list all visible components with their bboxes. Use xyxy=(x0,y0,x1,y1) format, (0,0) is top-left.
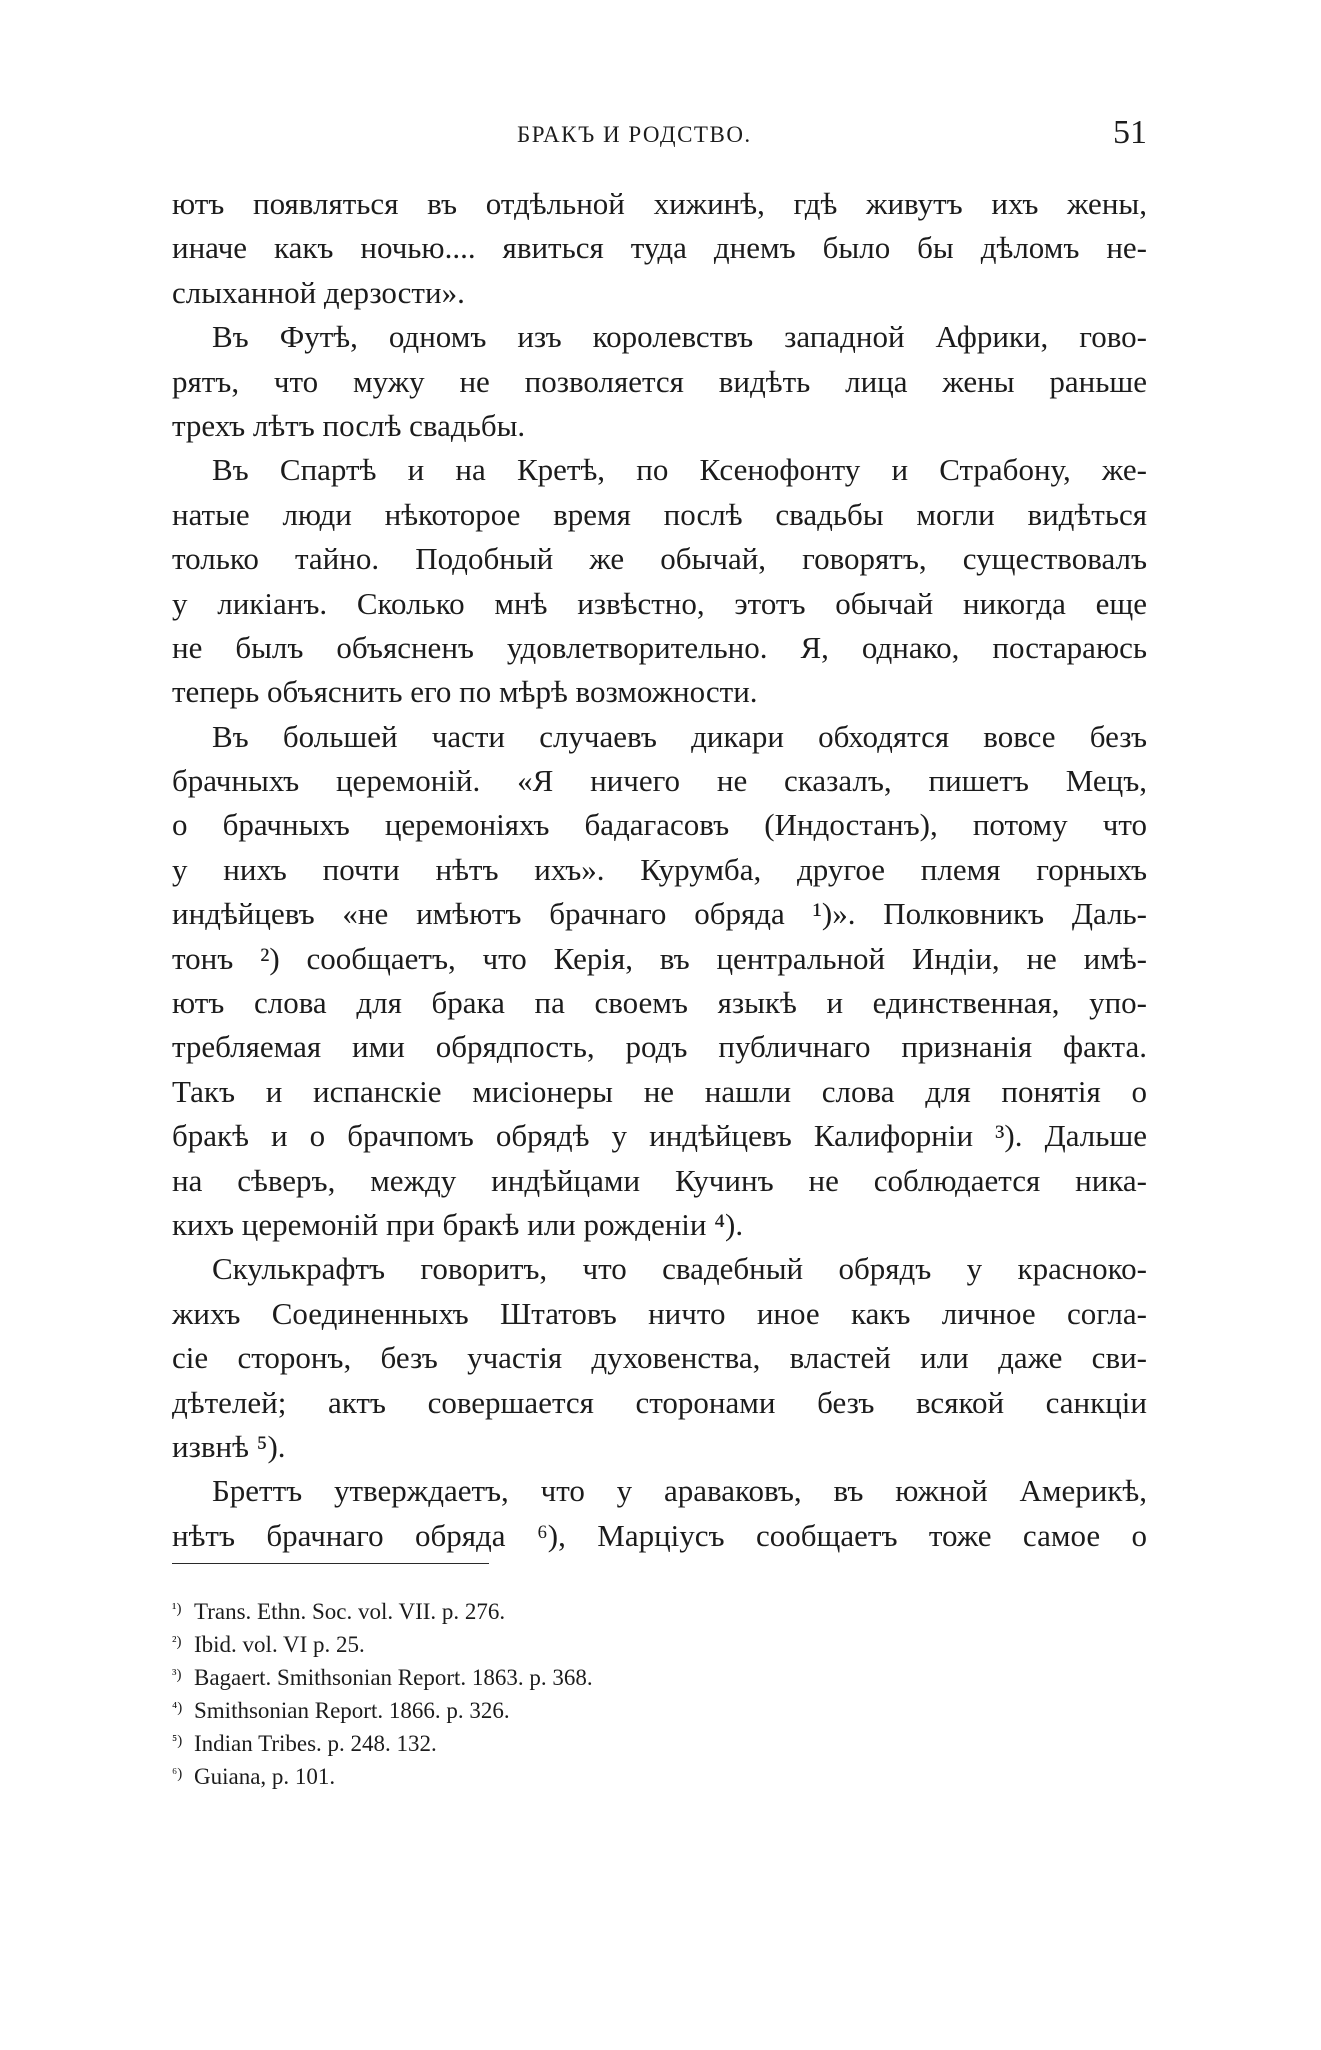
text-line: на сѣверъ, между индѣйцами Кучинъ не соблюдается ника- xyxy=(172,1162,1147,1198)
text-line: жихъ Соединенныхъ Штатовъ ничто иное какъ личное согла- xyxy=(172,1295,1147,1331)
text-line: рятъ, что мужу не позволяется видѣть лица жены раньше xyxy=(172,363,1147,399)
text-line: трехъ лѣтъ послѣ свадьбы. xyxy=(172,407,526,443)
footnote-text: Ibid. vol. VI p. 25. xyxy=(194,1632,365,1657)
running-title: БРАКЪ И РОДСТВО. xyxy=(517,122,752,147)
text-line: у ликіанъ. Сколько мнѣ извѣстно, этотъ обычай никогда еще xyxy=(172,585,1147,621)
footnote-mark: ⁶) xyxy=(172,1766,183,1782)
footnotes xyxy=(172,1593,972,1791)
footnote xyxy=(172,1725,972,1758)
text-line: дѣтелей; актъ совершается сторонами безъ всякой санкціи xyxy=(172,1384,1147,1420)
running-head xyxy=(172,114,1147,154)
text-line: Скулькрафтъ говоритъ, что свадебный обрядъ у красноко- xyxy=(212,1251,1147,1287)
text-line: Въ Спартѣ и на Кретѣ, по Ксенофонту и Страбону, же- xyxy=(212,452,1147,488)
body-text xyxy=(172,182,1147,1558)
text-line: только тайно. Подобный же обычай, говорятъ, существовалъ xyxy=(172,541,1147,577)
footnote xyxy=(172,1758,972,1791)
footnote-mark: ³) xyxy=(172,1667,182,1683)
text-line: не былъ объясненъ удовлетворительно. Я, однако, постараюсь xyxy=(172,629,1147,665)
text-line: у нихъ почти нѣтъ ихъ». Курумба, другое племя горныхъ xyxy=(172,851,1147,887)
text-line: Въ Футѣ, одномъ изъ королевствъ западной Африки, гово- xyxy=(212,319,1147,355)
page-number: 51 xyxy=(1113,114,1147,151)
text-line: натые люди нѣкоторое время послѣ свадьбы могли видѣться xyxy=(172,496,1147,532)
text-line: иначе какъ ночью.... явиться туда днемъ было бы дѣломъ не- xyxy=(172,230,1147,266)
footnote-text: Bagaert. Smithsonian Report. 1863. p. 368. xyxy=(194,1665,593,1690)
text-line: о брачныхъ церемоніяхъ бадагасовъ (Индостанъ), потому что xyxy=(172,807,1147,843)
text-line: Такъ и испанскіе мисіонеры не нашли слова для понятія о xyxy=(172,1073,1147,1109)
footnote-mark: ¹) xyxy=(172,1601,182,1617)
text-line: слыханной дерзости». xyxy=(172,274,465,310)
text-line: тонъ ²) сообщаетъ, что Керія, въ центральной Индіи, не имѣ- xyxy=(172,940,1147,976)
text-line: извнѣ ⁵). xyxy=(172,1428,286,1464)
footnote xyxy=(172,1692,972,1725)
footnote-text: Indian Tribes. p. 248. 132. xyxy=(194,1731,437,1756)
text-line: Бреттъ утверждаетъ, что у араваковъ, въ южной Америкѣ, xyxy=(212,1473,1147,1509)
footnote-text: Trans. Ethn. Soc. vol. VII. p. 276. xyxy=(194,1599,506,1624)
text-line: Въ большей части случаевъ дикари обходятся вовсе безъ xyxy=(212,718,1147,754)
text-line: кихъ церемоній при бракѣ или рожденіи ⁴). xyxy=(172,1206,744,1242)
footnote-mark: ⁴) xyxy=(172,1700,183,1716)
footnote-mark: ⁵) xyxy=(172,1733,183,1749)
text-line: теперь объяснить его по мѣрѣ возможности. xyxy=(172,674,758,710)
text-line: индѣйцевъ «не имѣютъ брачнаго обряда ¹)». Полковникъ Даль- xyxy=(172,896,1147,932)
text-line: сіе сторонъ, безъ участія духовенства, властей или даже сви- xyxy=(172,1340,1147,1376)
footnote xyxy=(172,1626,972,1659)
text-line: требляемая ими обрядпость, родъ публичнаго признанія факта. xyxy=(172,1029,1147,1065)
footnote xyxy=(172,1593,972,1626)
footnote-mark: ²) xyxy=(172,1634,182,1650)
text-line: бракѣ и о брачпомъ обрядѣ у индѣйцевъ Калифорніи ³). Дальше xyxy=(172,1118,1147,1154)
footnote-text: Smithsonian Report. 1866. p. 326. xyxy=(194,1698,510,1723)
footnote xyxy=(172,1659,972,1692)
text-line: нѣтъ брачнаго обряда ⁶), Марціусъ сообщаетъ тоже самое о xyxy=(172,1517,1147,1553)
footnote-divider xyxy=(172,1563,489,1564)
text-line: брачныхъ церемоній. «Я ничего не сказалъ, пишетъ Мецъ, xyxy=(172,763,1147,799)
text-line: ютъ слова для брака па своемъ языкѣ и единственная, упо- xyxy=(172,985,1147,1021)
text-line: ютъ появляться въ отдѣльной хижинѣ, гдѣ живутъ ихъ жены, xyxy=(172,186,1147,221)
footnote-text: Guiana, p. 101. xyxy=(194,1764,336,1789)
